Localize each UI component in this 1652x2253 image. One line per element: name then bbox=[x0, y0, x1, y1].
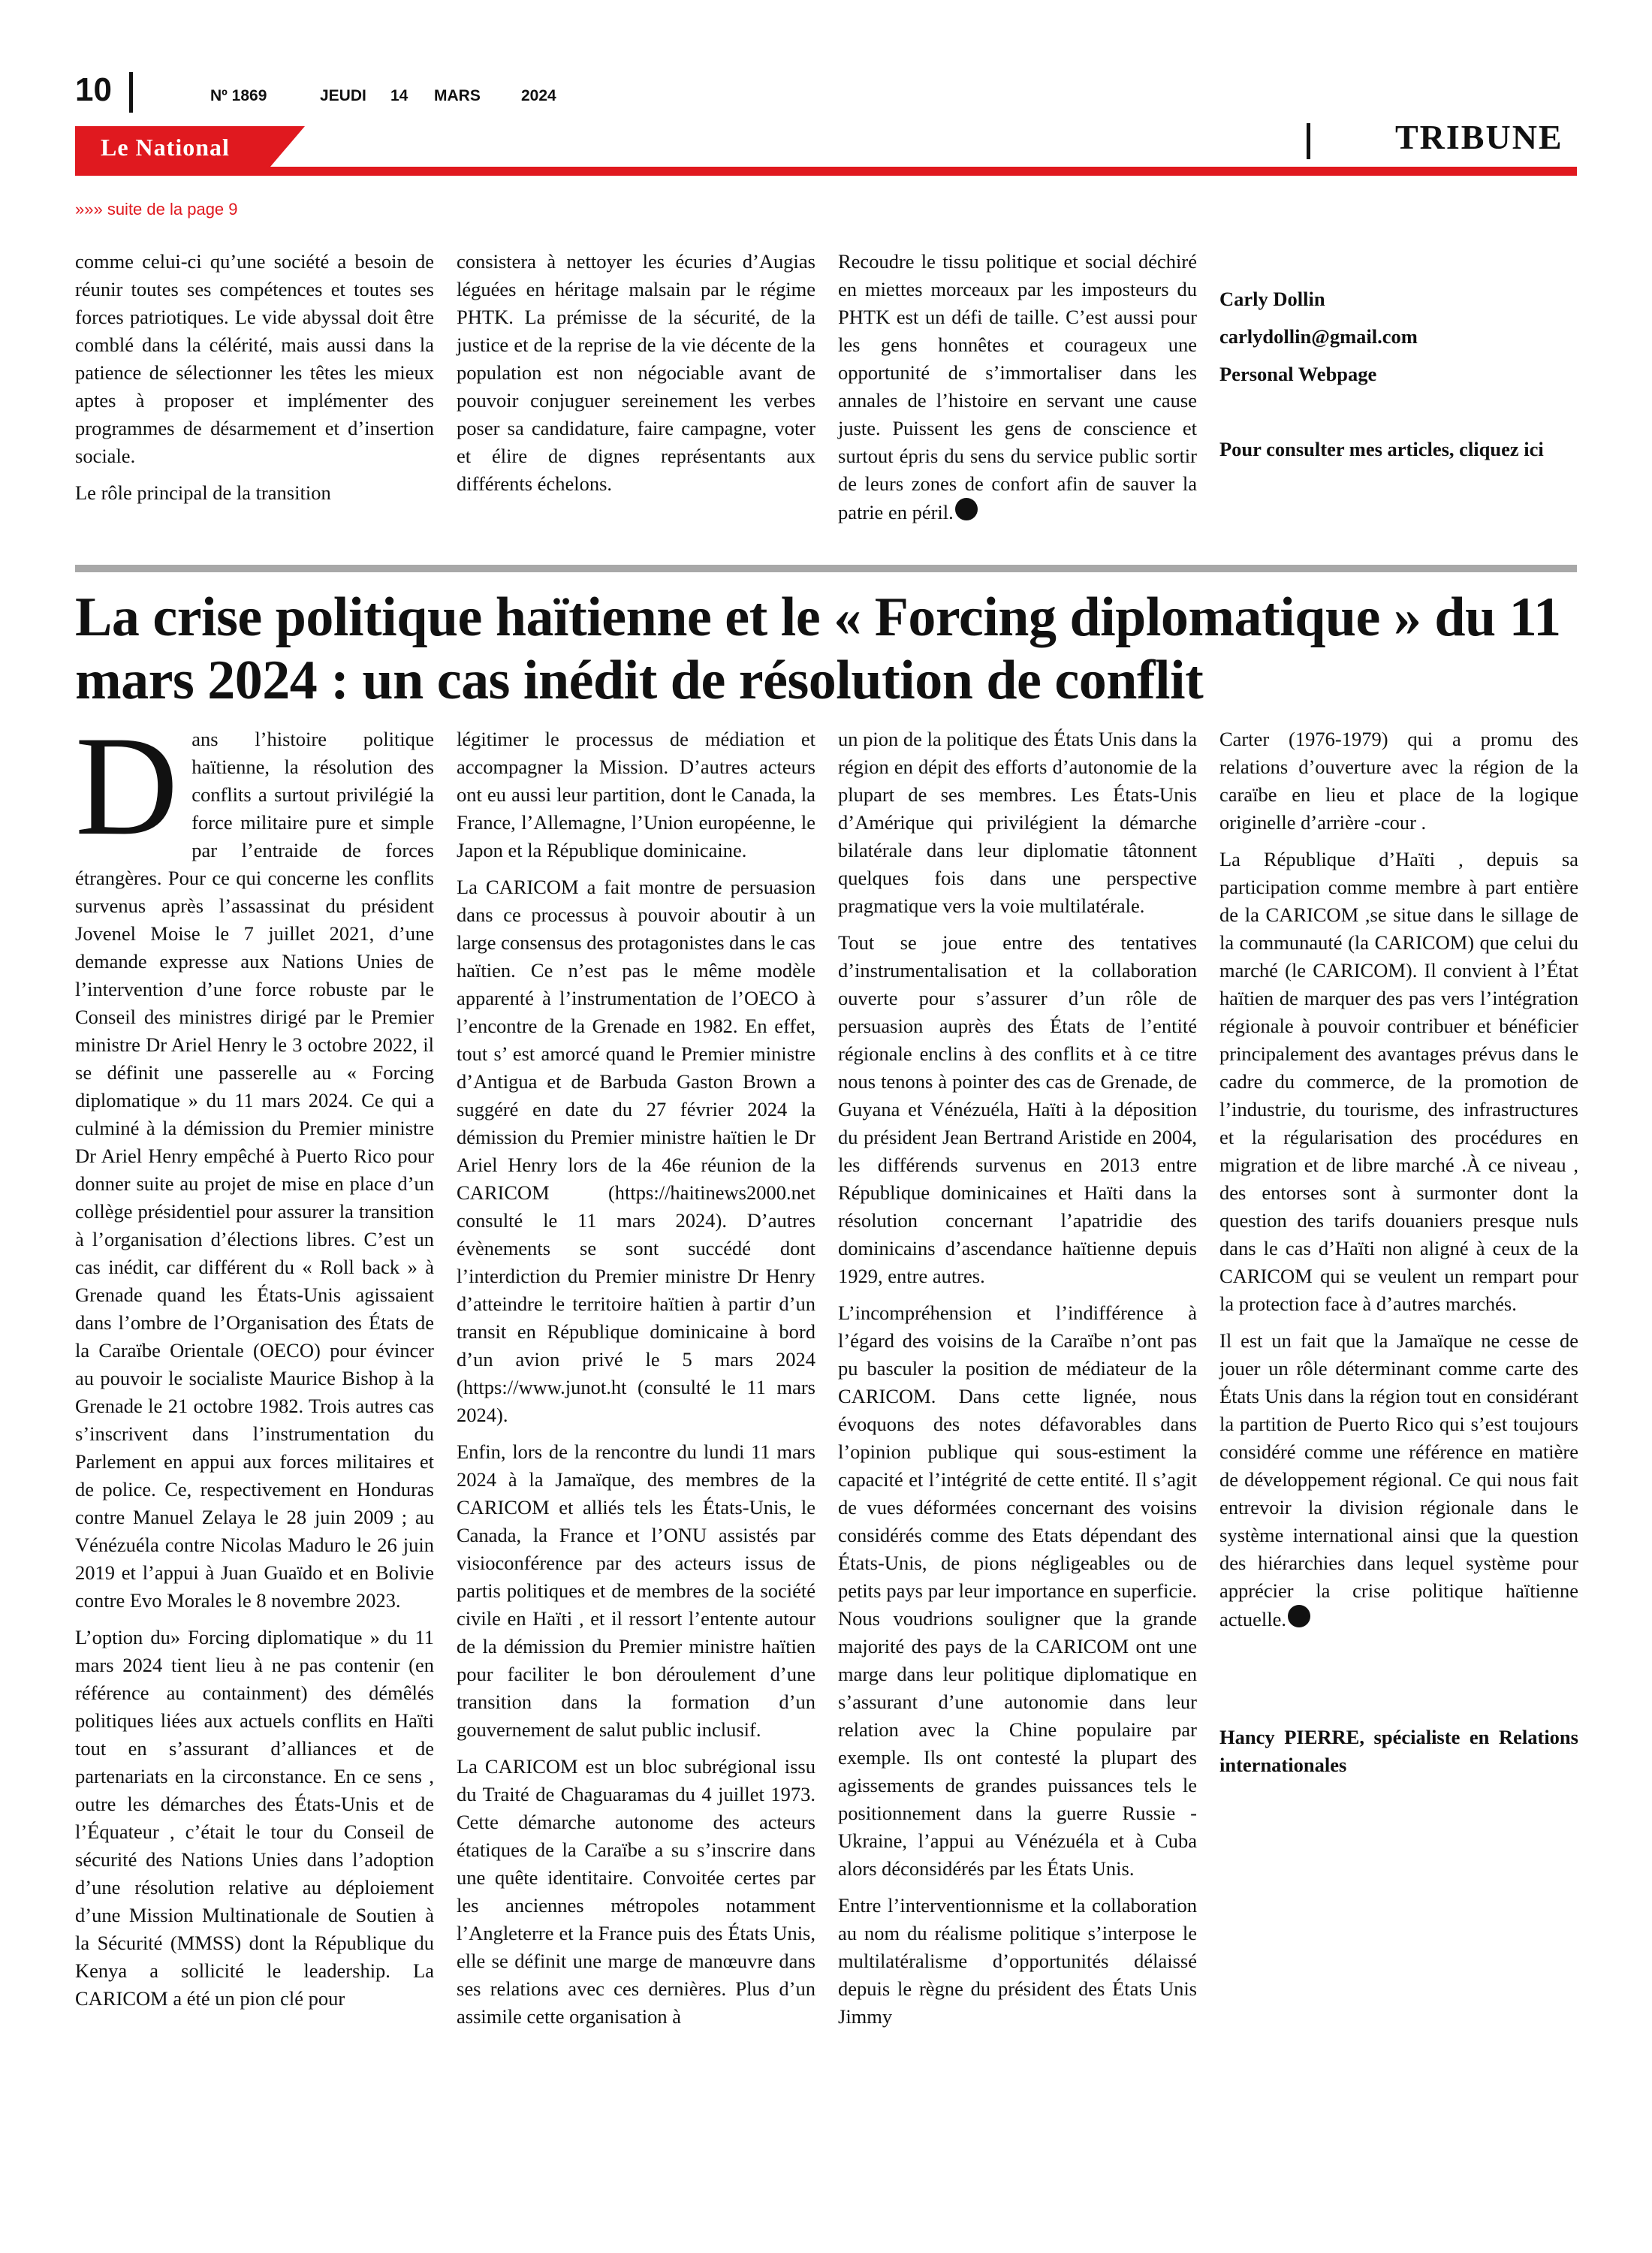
article-column-1 bbox=[75, 707, 434, 2022]
paragraph: La CARICOM a fait montre de persuasion dans ce processus à pouvoir aboutir à un large consensus des protagonistes dans le cas haïtien. Ce n’est pas le même modèle apparenté à l’instrumentation de l’OECO à l’encontre de la Grenade en 1982. En effet, tout s’ est amorcé quand le Premier ministre d’Antigua et de Barbuda Gaston Brown a suggéré en date du 27 février 2024 la démission du Premier ministre haïtien le Dr Ariel Henry lors de la 46e réunion de la CARICOM (https://haitinews2000.net consulté le 11 mars 2024). D’autres évènements se sont succédé dont l’interdiction du Premier ministre Dr Henry d’atteindre le territoire haïtien à partir d’un transit en République dominicaine à bord d’un avion privé le 5 mars 2024 (https://www.junot.ht (consulté le 11 mars 2024). bbox=[457, 876, 815, 1426]
page-number-divider bbox=[129, 72, 133, 113]
paragraph: légitimer le processus de médiation et accompagner la Mission. D’autres acteurs ont eu aussi leur partition, dont le Canada, la France, l’Allemagne, l’Union européenne, le Japon et la République dominicaine. bbox=[457, 728, 815, 861]
paragraph bbox=[75, 707, 434, 1615]
paragraph-text: Recoudre le tissu politique et social déchiré en miettes morceaux par les imposteurs du PHTK est un défi de taille. C’est aussi pour les gens honnêtes et courageux une opportunité de s’immortaliser dans les annales de l’histoire en servant une cause juste. Puissent les gens de conscience et surtout épris du sens du service public sortir de leurs zones de confort afin de sauver la patrie en péril. bbox=[838, 250, 1197, 523]
paragraph-text: Il est un fait que la Jamaïque ne cesse de jouer un rôle déterminant comme carte des États Unis dans la région tout en considérant la partition de Puerto Rico qui s’est toujours considéré comme une référence en matière de développement régional. Ce qui nous fait entrevoir la division régionale dans le système international ainsi que la question des hiérarchies dans lequel système pour apprécier la crise politique haïtienne actuelle. bbox=[1219, 1329, 1578, 1630]
issue-date: 14 bbox=[390, 87, 408, 104]
paragraph: consistera à nettoyer les écuries d’Augias léguées en héritage malsain par le régime PHTK. La prémisse de la sécurité, de la justice et de la reprise de la vie décente de la population est non négociable avant de pouvoir conjuguer sereinement les verbes poser sa candidature, faire campagne, voter et élire de dignes représentants aux différents échelons. bbox=[457, 250, 815, 495]
paragraph: L’incompréhension et l’indifférence à l’égard des voisins de la Caraïbe n’ont pas pu basculer la position de médiateur de la CARICOM. Dans cette lignée, nous évoquons des notes défavorables dans l’opinion publique qui sous-estiment la capacité et l’intégrité de cette entité. Il s’agit de vues déformées concernant des voisins considérés comme des Etats dépendant des États-Unis, de pions négligeables ou de petits pays par leur importance en superficie. Nous voudrions souligner que la grande majorité des pays de la CARICOM ont une marge dans leur politique diplomatique en s’assurant d’une autonomie dans leur relation avec la Chine populaire par exemple. Ils ont contesté la plupart des agissements de grandes puissances tels le positionnement dans la guerre Russie -Ukraine, l’appui au Vénézuéla et à Cuba alors déconsidérés par les États Unis. bbox=[838, 1301, 1197, 1880]
issue-number: Nº 1869 bbox=[210, 87, 267, 104]
paragraph: Carter (1976-1979) qui a promu des relations d’ouverture avec la région de la caraïbe en lieu et place de la logique originelle d’arrière -cour . bbox=[1219, 728, 1578, 834]
header-rule bbox=[75, 167, 1577, 176]
article-author: Hancy PIERRE, spécialiste en Relations internationales bbox=[1219, 1726, 1578, 1776]
paragraph: comme celui-ci qu’une société a besoin de réunir toutes ses compétences et toutes ses forces patriotiques. Le vide abyssal doit être comblé dans la célérité, mais aussi dans la patience de sélectionner les têtes les mieux aptes à proposer et implémenter des programmes de désarmement et d’insertion sociale. bbox=[75, 250, 434, 467]
paragraph: un pion de la politique des États Unis dans la région en dépit des efforts d’autonomie de la plupart de ses membres. Les États-Unis d’Amérique qui privilégient la démarche bilatérale dans leur diplomatie tâtonnent quelques fois dans une perspective pragmatique vers la voie multilatérale. bbox=[838, 728, 1197, 917]
paragraph: L’option du» Forcing diplomatique » du 11 mars 2024 tient lieu à ne pas contenir (en référence au containment) des démêlés politiques liées aux actuels conflits en Haïti tout en s’assurant d’alliances et de partenariats en la circonstance. En ce sens , outre les démarches des États-Unis et de l’Équateur , c’était le tour du Conseil de sécurité des Nations Unies dans l’adoption d’une résolution relative au déploiement d’une Mission Multinationale de Soutien à la Sécurité (MMSS) dont la République du Kenya a sollicité le leadership. La CARICOM a été un pion clé pour bbox=[75, 1626, 434, 2010]
paragraph-text: ans l’histoire politique haïtienne, la résolution des conflits a surtout privilégié la force militaire pure et simple par l’entraide de forces étrangères. Pour ce qui concerne les conflits survenus après l’assassinat du président Jovenel Moise le 7 juillet 2021, d’une demande expresse aux Nations Unies de l’intervention d’une force robuste par le Conseil des ministres dirigé par le Premier ministre Dr Ariel Henry le 3 octobre 2022, il se définit une passerelle au « Forcing diplomatique » du 11 mars 2024. Ce qui a culminé à la démission du Premier ministre Dr Ariel Henry empêché à Puerto Rico pour donner suite au projet de mise en place d’un collège présidentiel pour assurer la transition à l’organisation d’élections libres. C’est un cas inédit, car différent du « Roll back » à Grenade quand les États-Unis agissaient dans l’ombre de l’Organisation des États de la Caraïbe Orientale (OECO) pour évincer au pouvoir le socialiste Maurice Bishop à la Grenade le 21 octobre 1982. Trois autres cas s’inscrivent dans l’instrumentation du Parlement en appui aux forces militaires et de police. Ce, respectivement en Honduras contre Manuel Zelaya le 28 juin 2009 ; au Vénézuéla contre Nicolas Maduro le 26 juin 2019 et l’appui à Juan Guaïdo et en Bolivie contre Evo Morales le 8 novembre 2023. bbox=[75, 728, 434, 1612]
article-column-4 bbox=[1219, 725, 1578, 1788]
issue-year: 2024 bbox=[521, 87, 556, 104]
paragraph: Le rôle principal de la transition bbox=[75, 481, 331, 504]
newspaper-logo: Le National bbox=[101, 134, 230, 161]
brand-banner-tip bbox=[270, 126, 305, 167]
article-column-3 bbox=[838, 725, 1197, 2040]
previous-article-column-3 bbox=[838, 248, 1197, 535]
issue-month: MARS bbox=[434, 87, 481, 104]
paragraph bbox=[838, 248, 1197, 526]
issue-day: JEUDI bbox=[320, 87, 366, 104]
author-name: Carly Dollin bbox=[1219, 288, 1325, 310]
author-articles-link[interactable]: Pour consulter mes articles, cliquez ici bbox=[1219, 438, 1544, 460]
section-title: TRIBUNE bbox=[1395, 118, 1563, 156]
paragraph: Enfin, lors de la rencontre du lundi 11 mars 2024 à la Jamaïque, des membres de la CARICOM et alliés tels les États-Unis, le Canada, la France et l’ONU assistés par visioconférence par des acteurs issus de partis politiques et de membres de la société civile en Haïti , et il ressort l’entente autour de la démission du Premier ministre haïtien pour faciliter le bon déroulement d’une transition dans la formation d’un gouvernement de salut public inclusif. bbox=[457, 1440, 815, 1741]
paragraph: Entre l’interventionnisme et la collaboration au nom du réalisme politique s’interpose le multilatéralisme d’opportunités délaissé depuis le règne du président des États Unis Jimmy bbox=[838, 1894, 1197, 2028]
article-column-2 bbox=[457, 725, 815, 2040]
paragraph: La CARICOM est un bloc subrégional issu du Traité de Chaguaramas du 4 juillet 1973. Cette démarche autonome des acteurs étatiques de la Caraïbe a su s’inscrire dans une quête identitaire. Convoitée certes par les anciennes métropoles notamment l’Angleterre et la France puis des États Unis, elle se définit une marge de manœuvre dans ses relations avec ces dernières. Plus d’un assimile cette organisation à bbox=[457, 1755, 815, 2028]
continuation-link[interactable]: »»» suite de la page 9 bbox=[75, 200, 238, 219]
end-of-article-mark bbox=[955, 498, 978, 520]
page-number: 10 bbox=[75, 71, 112, 108]
paragraph: La République d’Haïti , depuis sa participation comme membre à part entière de la CARICOM ,se situe dans le sillage de la communauté (la CARICOM) que celui du marché (le CARICOM). Il convient à l’État haïtien de marquer des pas vers l’intégration régionale à pouvoir contribuer et bénéficier principalement des avantages prévus dans le cadre du commerce, de la promotion de l’industrie, du tourisme, des infrastructures et la régularisation des procédures en migration et de libre marché .À ce niveau , des entorses sont à surmonter dont la question des tarifs douaniers presque nuls dans le cas d’Haïti non aligné à ceux de la CARICOM qui se veulent un rempart pour la protection face à d’autres marchés. bbox=[1219, 848, 1578, 1315]
previous-article-column-1 bbox=[75, 248, 434, 516]
article-headline: La crise politique haïtienne et le « Forcing diplomatique » du 11 mars 2024 : un cas inédit de résolution de conflit bbox=[75, 587, 1561, 711]
author-email[interactable]: carlydollin@gmail.com bbox=[1219, 325, 1418, 348]
paragraph: Tout se joue entre des tentatives d’instrumentalisation et la collaboration ouverte pour s’assurer d’un rôle de persuasion auprès des États de l’entité régionale enclins à des conflits et à ce titre nous tenons à pointer des cas de Grenade, de Guyana et Vénézuéla, Haïti à la déposition du président Jean Bertrand Aristide en 2004, les différends survenus en 2013 entre République dominicaines et Haïti dans la résolution concernant l’apatridie des dominicains d’ascendance haïtienne depuis 1929, entre autres. bbox=[838, 931, 1197, 1287]
drop-cap: D bbox=[75, 707, 179, 865]
section-divider bbox=[1307, 123, 1310, 159]
previous-article-column-2 bbox=[457, 248, 815, 507]
author-webpage-link[interactable]: Personal Webpage bbox=[1219, 363, 1377, 385]
end-of-article-mark bbox=[1288, 1605, 1310, 1627]
paragraph bbox=[1219, 1327, 1578, 1633]
article-separator bbox=[75, 565, 1577, 572]
